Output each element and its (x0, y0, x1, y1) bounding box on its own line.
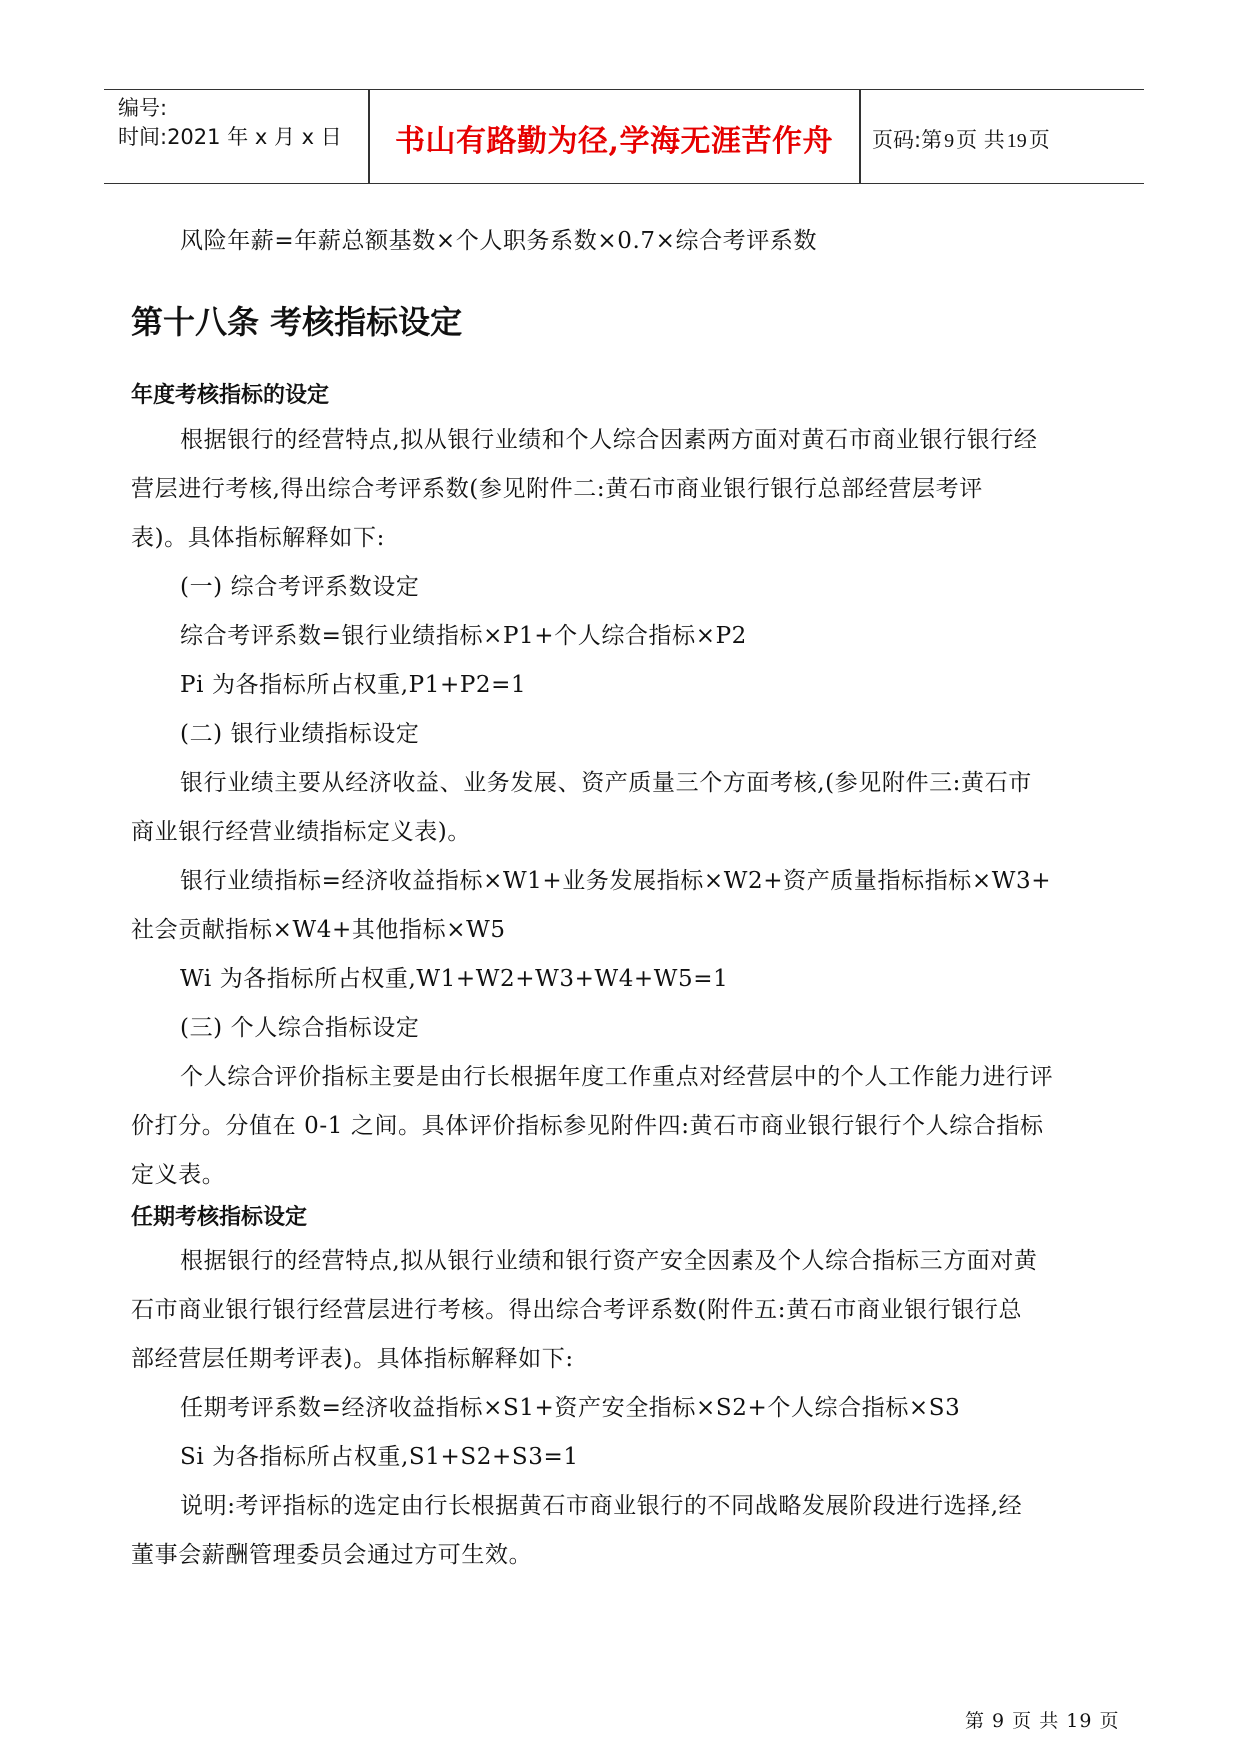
page-mid: 页 共 (956, 128, 1005, 152)
section-heading: 年度考核指标的设定 (131, 383, 330, 408)
paragraph-line: 任期考评系数=经济收益指标×S1+资产安全指标×S2+个人综合指标×S3 (180, 1395, 961, 1421)
page-footer: 第 9 页 共 19 页 (965, 1710, 1120, 1732)
paragraph-line: Si 为各指标所占权重,S1+S2+S3=1 (180, 1444, 579, 1470)
header-page-info (872, 124, 1050, 154)
paragraph-line: Pi 为各指标所占权重,P1+P2=1 (180, 672, 527, 698)
paragraph-line: 表)。具体指标解释如下: (131, 525, 385, 551)
article-heading: 第十八条 考核指标设定 (131, 303, 463, 341)
paragraph-line: 部经营层任期考评表)。具体指标解释如下: (131, 1346, 574, 1372)
paragraph-line: 银行业绩指标=经济收益指标×W1+业务发展指标×W2+资产质量指标指标×W3+ (180, 868, 1052, 894)
paragraph-line: 营层进行考核,得出综合考评系数(参见附件二:黄石市商业银行银行总部经营层考评 (131, 476, 983, 502)
paragraph-line: 社会贡献指标×W4+其他指标×W5 (131, 917, 506, 943)
header-motto: 书山有路勤为径,学海无涯苦作舟 (395, 124, 833, 159)
paragraph-line: 银行业绩主要从经济收益、业务发展、资产质量三个方面考核,(参见附件三:黄石市 (180, 770, 1032, 796)
page-prefix: 页码:第 (872, 128, 943, 152)
page-suffix: 页 (1028, 128, 1050, 152)
page-header (104, 89, 1144, 184)
page-total: 19 (1006, 130, 1027, 152)
paragraph-line: (一) 综合考评系数设定 (180, 574, 420, 600)
paragraph-line: (三) 个人综合指标设定 (180, 1015, 420, 1041)
header-divider (859, 90, 861, 183)
paragraph-line: 定义表。 (131, 1162, 226, 1188)
document-time-label: 时间:2021 年 x 月 x 日 (118, 125, 342, 149)
paragraph-line: 董事会薪酬管理委员会通过方可生效。 (131, 1542, 533, 1568)
paragraph-line: 综合考评系数=银行业绩指标×P1+个人综合指标×P2 (180, 623, 747, 649)
header-meta (118, 94, 342, 152)
document-number-label: 编号: (118, 96, 168, 120)
section-heading: 任期考核指标设定 (131, 1205, 308, 1230)
paragraph-line: Wi 为各指标所占权重,W1+W2+W3+W4+W5=1 (180, 966, 729, 992)
paragraph-line: 价打分。分值在 0-1 之间。具体评价指标参见附件四:黄石市商业银行银行个人综合指标 (131, 1113, 1044, 1139)
paragraph-line: (二) 银行业绩指标设定 (180, 721, 420, 747)
paragraph-line: 风险年薪=年薪总额基数×个人职务系数×0.7×综合考评系数 (180, 228, 818, 254)
paragraph-line: 石市商业银行银行经营层进行考核。得出综合考评系数(附件五:黄石市商业银行银行总 (131, 1297, 1023, 1323)
paragraph-line: 商业银行经营业绩指标定义表)。 (131, 819, 471, 845)
paragraph-line: 个人综合评价指标主要是由行长根据年度工作重点对经营层中的个人工作能力进行评 (180, 1064, 1054, 1090)
page-current: 9 (944, 130, 955, 152)
paragraph-line: 根据银行的经营特点,拟从银行业绩和银行资产安全因素及个人综合指标三方面对黄 (180, 1248, 1038, 1274)
paragraph-line: 根据银行的经营特点,拟从银行业绩和个人综合因素两方面对黄石市商业银行银行经 (180, 427, 1038, 453)
paragraph-line: 说明:考评指标的选定由行长根据黄石市商业银行的不同战略发展阶段进行选择,经 (180, 1493, 1023, 1519)
